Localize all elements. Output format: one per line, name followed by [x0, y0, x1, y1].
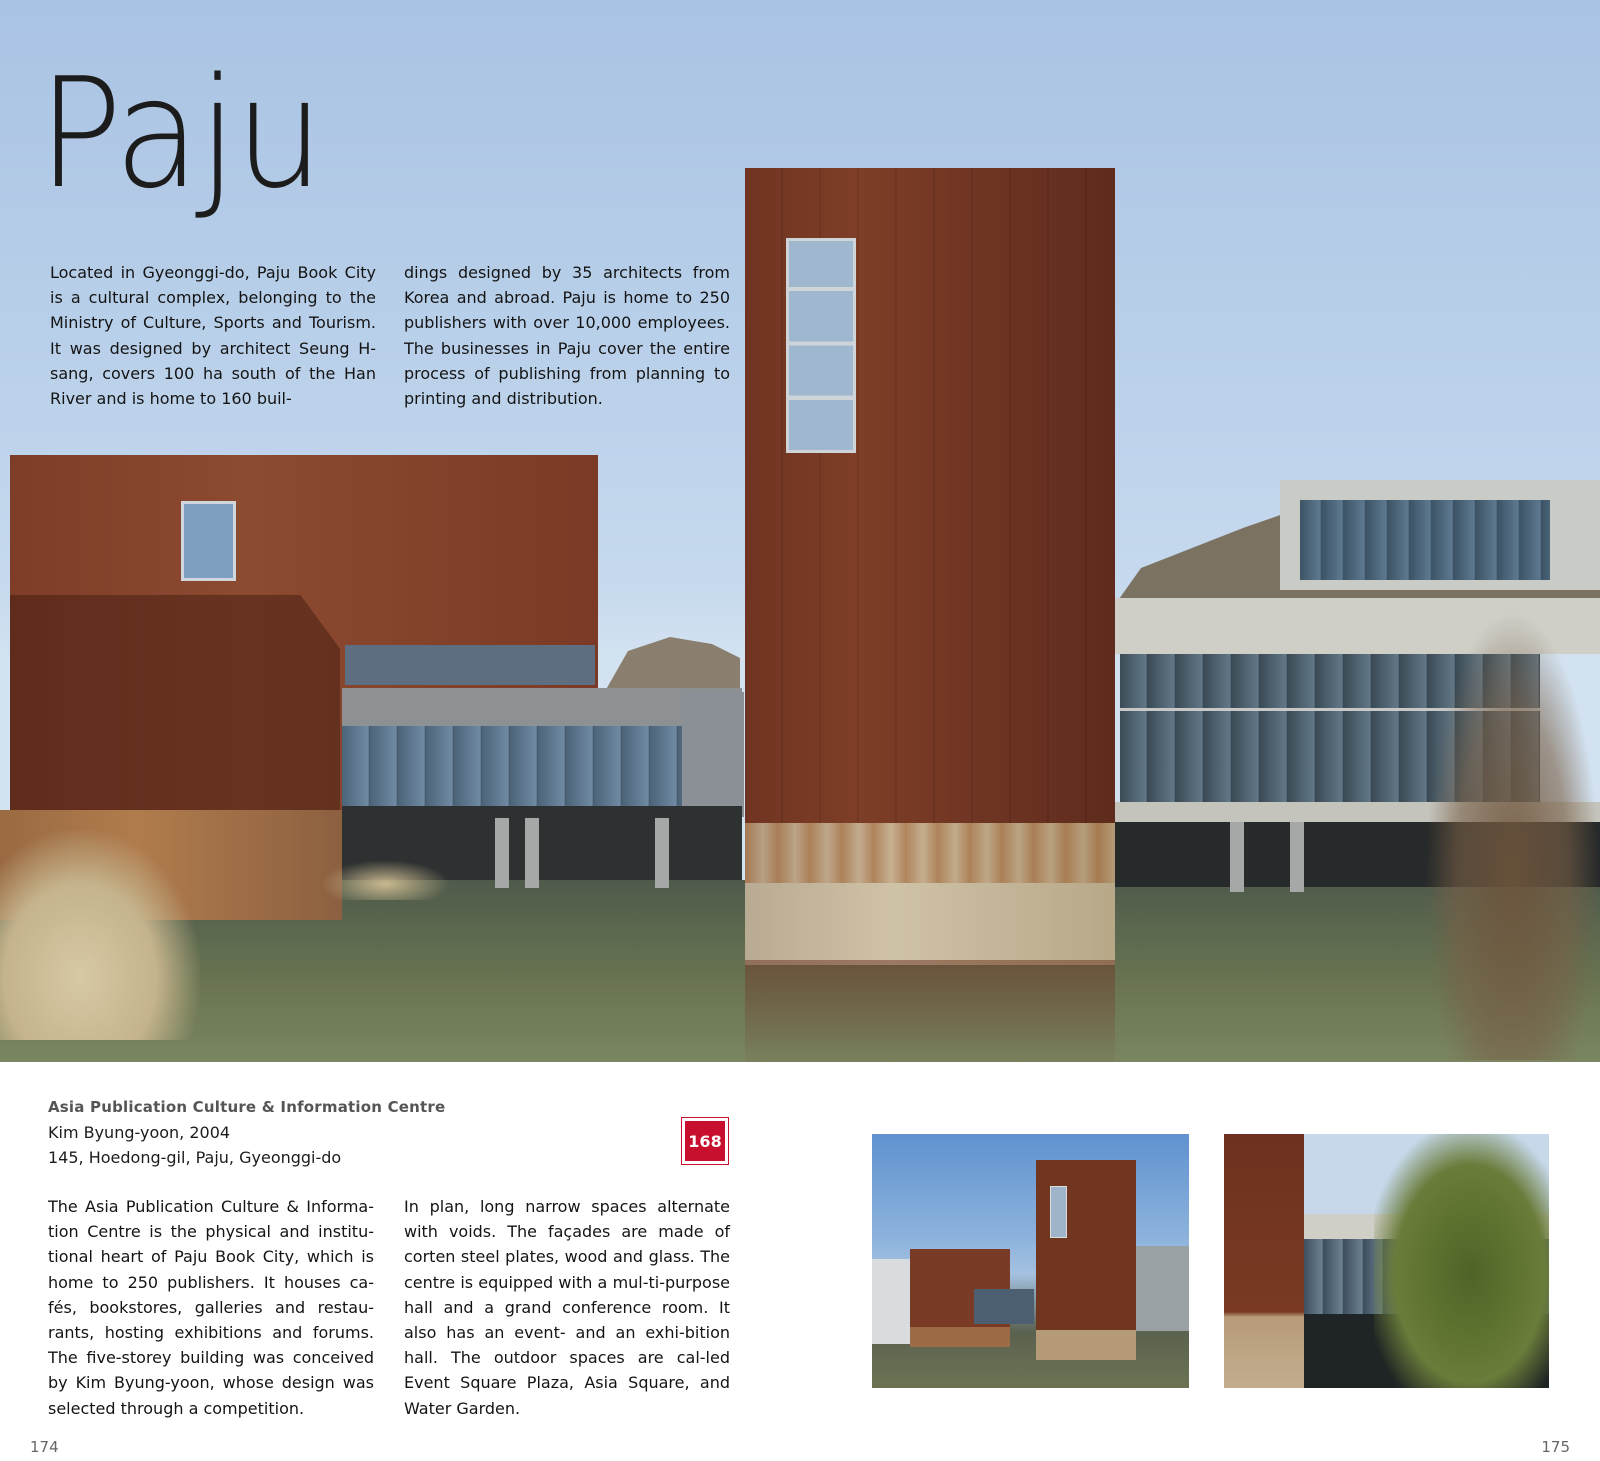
thumb1-tower-window — [1050, 1186, 1067, 1238]
pillar — [525, 818, 539, 888]
bridge-glazing — [342, 726, 682, 806]
thumbnail-photo-1 — [872, 1134, 1189, 1388]
entry-number-badge: 168 — [682, 1118, 728, 1164]
thumb1-tower-base — [1036, 1330, 1136, 1360]
pillar — [1290, 822, 1304, 892]
left-volume-shadow — [10, 595, 340, 810]
entry-address: 145, Hoedong-gil, Paju, Gyeonggi-do — [48, 1148, 342, 1167]
page-number-right: 175 — [1541, 1438, 1570, 1456]
left-volume-window — [181, 501, 236, 581]
thumb2-tower — [1224, 1134, 1304, 1388]
intro-column-1: Located in Gyeonggi-do, Paju Book City is a cultural complex, belonging to the Ministry of Culture, Sports and Tourism. It was designed by architect Seung H-sang, covers 100 ha south of the Han River and is home to 160 buil- — [50, 263, 376, 409]
pillar — [495, 818, 509, 888]
right-upper-glazing — [1300, 500, 1550, 580]
reeds — [0, 830, 200, 1040]
entry-caption — [48, 1095, 728, 1170]
tree — [1425, 610, 1600, 1060]
thumb1-volume-base — [910, 1327, 1010, 1347]
entry-body-column-2: In plan, long narrow spaces alternate with voids. The façades are made of corten steel plates, wood and glass. The centre is equipped with a mul-ti-purpose hall and a grand conference room. It also has an event- and an exhi-bition hall. The outdoor spaces are cal-led Event Square Plaza, Asia Square, and Water Garden. — [404, 1197, 730, 1418]
bridge-concrete-block — [682, 692, 744, 817]
tower-window — [786, 238, 856, 453]
tower-rust-streaks — [745, 823, 1115, 883]
thumb1-left-building — [872, 1259, 910, 1344]
left-volume-window-strip — [345, 645, 595, 685]
reeds-small — [320, 860, 450, 900]
pillar — [1230, 822, 1244, 892]
tower-reflection — [745, 960, 1115, 1062]
entry-body-column-1: The Asia Publication Culture & Informa-tion Centre is the physical and institu-tional heart of Paju Book City, which is home to 250 publishers. It houses ca-fés, bookstores, galleries and restau-rants, hosting exhibitions and forums. The five-storey building was conceived by Kim Byung-yoon, whose design was selected through a competition. — [48, 1197, 374, 1418]
pillar — [655, 818, 669, 888]
entry-name: Asia Publication Culture & Information Centre — [48, 1098, 446, 1116]
thumbnail-photo-2 — [1224, 1134, 1549, 1388]
page-number-left: 174 — [30, 1438, 59, 1456]
thumb1-right-building — [1136, 1246, 1189, 1331]
entry-author-year: Kim Byung-yoon, 2004 — [48, 1123, 231, 1142]
thumb1-glazing — [974, 1289, 1034, 1324]
page-title: Paju — [38, 45, 322, 222]
thumb2-willow-tree — [1374, 1134, 1549, 1388]
intro-column-2: dings designed by 35 architects from Korea and abroad. Paju is home to 250 publishers with over 10,000 employees. The businesses in Paju cover the entire process of publishing from planning to printing and distribution. — [404, 263, 730, 409]
